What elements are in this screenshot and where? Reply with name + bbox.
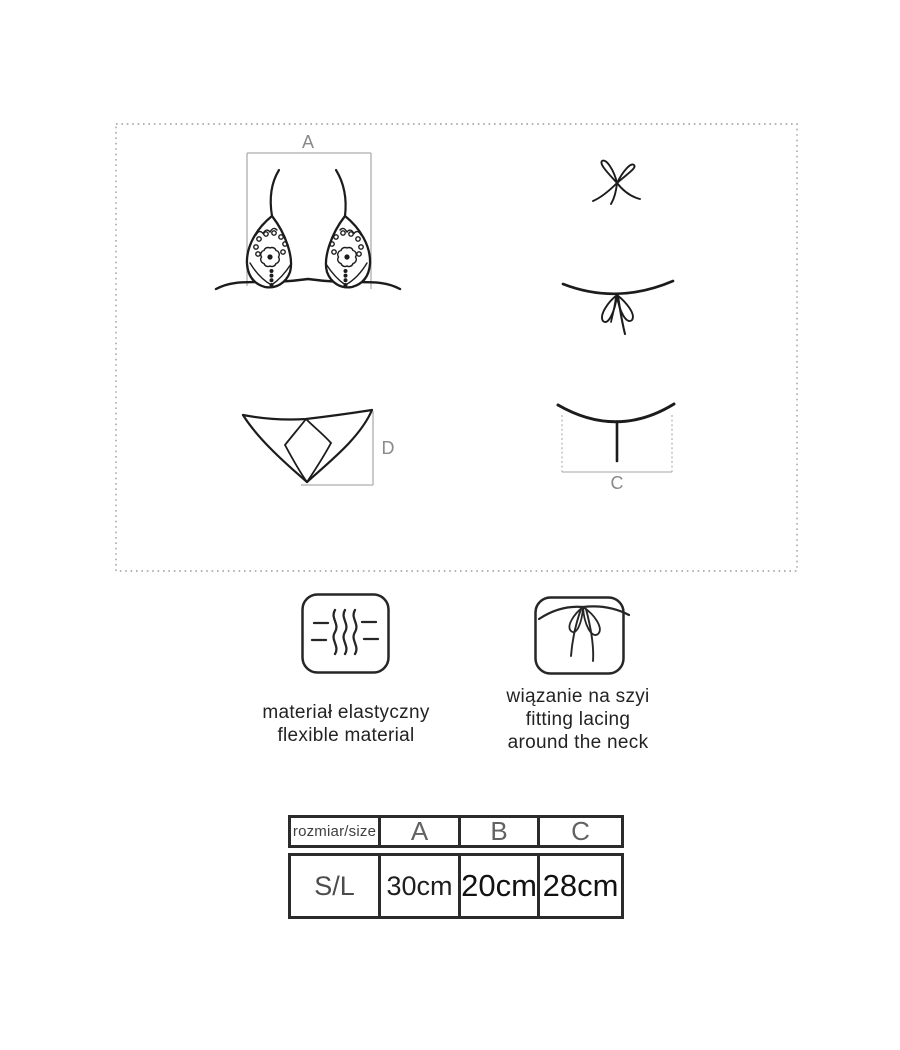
header-col-c: C [537,815,624,848]
neck-lacing-icon [525,588,635,683]
caption-line-pl: wiązanie na szyi [506,686,650,707]
caption-line-pl: materiał elastyczny [262,702,430,723]
caption-line-en1: fitting lacing [525,709,631,730]
dotted-border [116,124,797,571]
panties-drawing [243,410,372,482]
cell-value-c: 28cm [537,853,624,919]
header-rozmiar-size: rozmiar/size [288,815,381,848]
caption-line-en2: around the neck [507,732,649,753]
feature-caption-lacing [468,685,688,754]
size-table-data-row [288,853,624,919]
dimension-label-c: C [610,473,624,493]
caption-line-en: flexible material [277,725,415,746]
cell-size: S/L [288,853,381,919]
dimension-label-a: A [301,132,315,152]
size-table [288,815,624,919]
waistband-drawing [558,404,674,461]
header-col-a: A [378,815,461,848]
neck-bow-drawing [593,161,640,204]
cell-value-b: 20cm [458,853,540,919]
lacing-bow [539,606,629,661]
bra-top-drawing [216,170,400,289]
back-tie-drawing [563,281,673,334]
cell-value-a: 30cm [378,853,461,919]
header-col-b: B [458,815,540,848]
dimension-label-d: D [381,438,395,458]
elastic-material-icon [301,593,390,674]
diagram-panel [115,123,798,572]
feature-caption-elastic [226,701,466,747]
size-table-header-row [288,815,624,848]
wavy-lines [312,610,378,654]
